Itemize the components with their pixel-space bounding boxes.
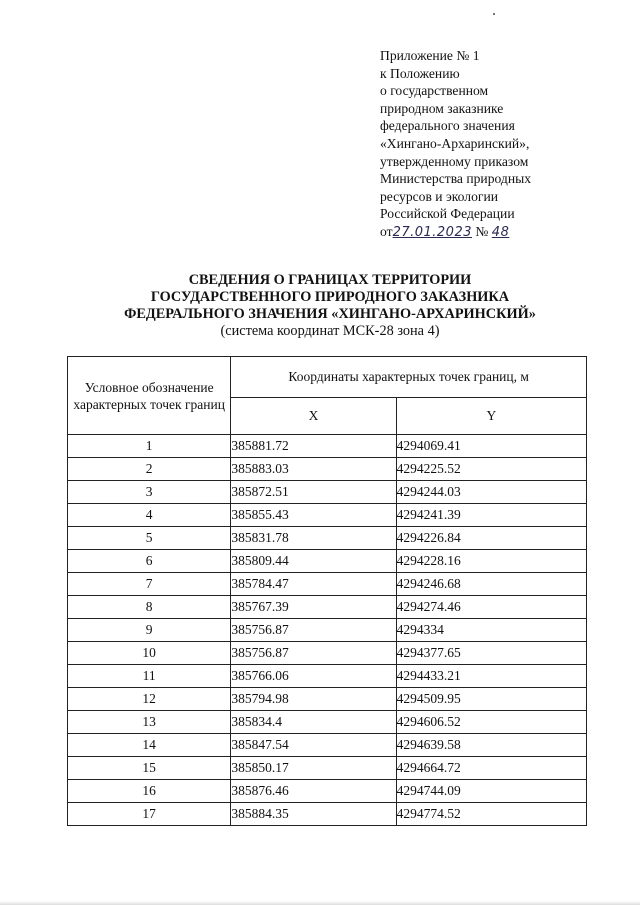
point-number-cell: 5	[68, 527, 231, 550]
appendix-line: Приложение № 1	[380, 48, 480, 63]
table-row	[68, 619, 587, 642]
y-coordinate-cell: 4294225.52	[396, 458, 586, 481]
x-coordinate-cell: 385766.06	[231, 665, 396, 688]
table-row	[68, 711, 587, 734]
x-coordinate-cell: 385794.98	[231, 688, 396, 711]
y-coordinate-cell: 4294334	[396, 619, 586, 642]
point-number-cell: 11	[68, 665, 231, 688]
point-number-cell: 1	[68, 435, 231, 458]
title-line-3: ФЕДЕРАЛЬНОГО ЗНАЧЕНИЯ «ХИНГАНО-АРХАРИНСКИЙ»	[124, 306, 536, 322]
scan-edge	[0, 901, 640, 905]
y-coordinate-cell: 4294274.46	[396, 596, 586, 619]
x-coordinate-cell: 385872.51	[231, 481, 396, 504]
y-coordinate-cell: 4294433.21	[396, 665, 586, 688]
point-number-cell: 10	[68, 642, 231, 665]
x-coordinate-cell: 385847.54	[231, 734, 396, 757]
table-row	[68, 573, 587, 596]
header-x: X	[231, 398, 396, 435]
appendix-block	[380, 47, 600, 242]
x-coordinate-cell: 385809.44	[231, 550, 396, 573]
handwritten-number: 48	[491, 224, 510, 240]
point-number-cell: 6	[68, 550, 231, 573]
appendix-line: Российской Федерации	[380, 206, 515, 222]
scan-speck	[493, 13, 495, 15]
table-row	[68, 435, 587, 458]
x-coordinate-cell: 385876.46	[231, 780, 396, 803]
header-coordinates: Координаты характерных точек границ, м	[231, 357, 587, 398]
point-number-cell: 16	[68, 780, 231, 803]
appendix-date-line	[380, 223, 600, 242]
table-row	[68, 458, 587, 481]
table-row	[68, 504, 587, 527]
point-number-cell: 2	[68, 458, 231, 481]
appendix-line: ресурсов и экологии	[380, 188, 499, 204]
title-line-1: СВЕДЕНИЯ О ГРАНИЦАХ ТЕРРИТОРИИ	[188, 272, 472, 288]
y-coordinate-cell: 4294244.03	[396, 481, 586, 504]
y-coordinate-cell: 4294774.52	[396, 803, 586, 826]
y-coordinate-cell: 4294241.39	[396, 504, 586, 527]
header-point-designation: Условное обозначение характерных точек границ	[68, 357, 231, 435]
appendix-line: Министерства природных	[380, 171, 532, 187]
x-coordinate-cell: 385784.47	[231, 573, 396, 596]
y-coordinate-cell: 4294664.72	[396, 757, 586, 780]
appendix-line: «Хингано-Архаринский»,	[380, 135, 530, 151]
appendix-line: о государственном	[380, 83, 489, 99]
from-label: от	[380, 223, 393, 239]
point-number-cell: 15	[68, 757, 231, 780]
table-row	[68, 688, 587, 711]
table-row	[68, 527, 587, 550]
x-coordinate-cell: 385855.43	[231, 504, 396, 527]
x-coordinate-cell: 385850.17	[231, 757, 396, 780]
x-coordinate-cell: 385881.72	[231, 435, 396, 458]
appendix-line: утвержденному приказом	[380, 153, 529, 169]
y-coordinate-cell: 4294228.16	[396, 550, 586, 573]
table-row	[68, 757, 587, 780]
point-number-cell: 17	[68, 803, 231, 826]
handwritten-date: 27.01.2023	[392, 224, 472, 240]
x-coordinate-cell: 385756.87	[231, 619, 396, 642]
y-coordinate-cell: 4294069.41	[396, 435, 586, 458]
table-body	[68, 435, 587, 826]
number-label: №	[475, 223, 489, 239]
y-coordinate-cell: 4294377.65	[396, 642, 586, 665]
point-number-cell: 7	[68, 573, 231, 596]
appendix-line: природном заказнике	[380, 100, 504, 116]
appendix-line: к Положению	[380, 65, 460, 81]
header-y: Y	[396, 398, 586, 435]
coordinate-system-subtitle: (система координат МСК-28 зона 4)	[220, 323, 440, 339]
table-row	[68, 780, 587, 803]
point-number-cell: 4	[68, 504, 231, 527]
table-header-row	[68, 357, 587, 398]
x-coordinate-cell: 385831.78	[231, 527, 396, 550]
x-coordinate-cell: 385883.03	[231, 458, 396, 481]
x-coordinate-cell: 385756.87	[231, 642, 396, 665]
x-coordinate-cell: 385834.4	[231, 711, 396, 734]
table-row	[68, 734, 587, 757]
table-row	[68, 803, 587, 826]
point-number-cell: 9	[68, 619, 231, 642]
y-coordinate-cell: 4294606.52	[396, 711, 586, 734]
table-row	[68, 550, 587, 573]
table-row	[68, 596, 587, 619]
point-number-cell: 3	[68, 481, 231, 504]
y-coordinate-cell: 4294226.84	[396, 527, 586, 550]
table-row	[68, 665, 587, 688]
x-coordinate-cell: 385884.35	[231, 803, 396, 826]
point-number-cell: 13	[68, 711, 231, 734]
boundary-coordinates-table	[67, 356, 587, 826]
point-number-cell: 14	[68, 734, 231, 757]
table-row	[68, 481, 587, 504]
y-coordinate-cell: 4294744.09	[396, 780, 586, 803]
title-line-2: ГОСУДАРСТВЕННОГО ПРИРОДНОГО ЗАКАЗНИКА	[150, 289, 510, 305]
y-coordinate-cell: 4294509.95	[396, 688, 586, 711]
table-row	[68, 642, 587, 665]
document-title	[60, 272, 600, 340]
point-number-cell: 12	[68, 688, 231, 711]
y-coordinate-cell: 4294639.58	[396, 734, 586, 757]
point-number-cell: 8	[68, 596, 231, 619]
y-coordinate-cell: 4294246.68	[396, 573, 586, 596]
x-coordinate-cell: 385767.39	[231, 596, 396, 619]
appendix-line: федерального значения	[380, 118, 515, 134]
